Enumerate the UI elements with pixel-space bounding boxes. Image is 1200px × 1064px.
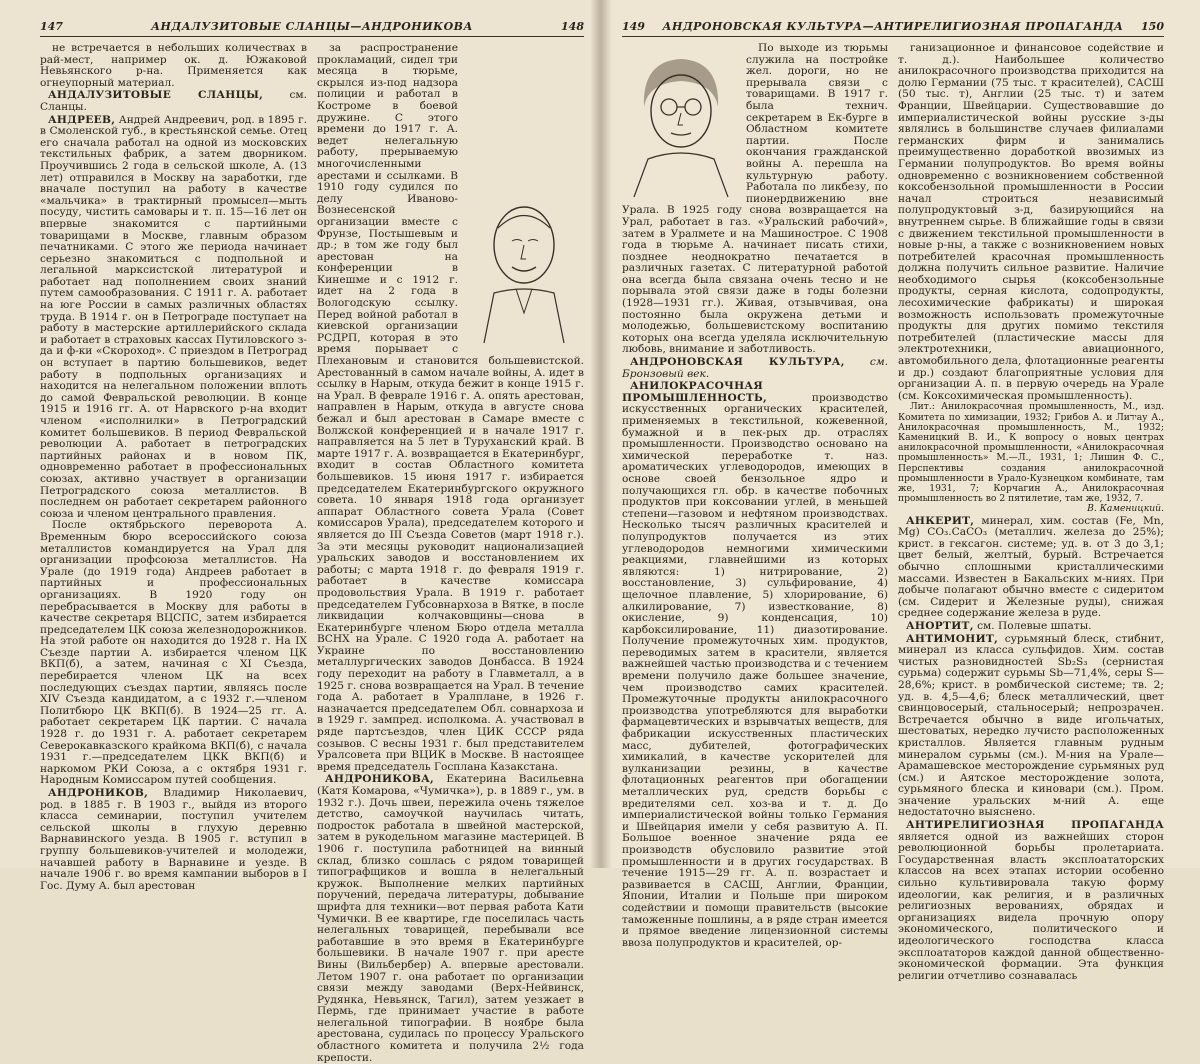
author-signature: В. Каменицкий. xyxy=(1087,503,1164,515)
entry-anortit xyxy=(898,621,1164,633)
entry-text: сурьмяный блеск, стибнит, минерал из класса сульфидов. Хим. состав чистых разновидностей Sb₂S₃ (сернистая сурьма) содержит сурьмы Sb—71,4%, серы S—28,6%; крист. в ромбической системе; тв. 2; уд. в. 4,5—4,6; блеск металлический, цвет свинцовосерый, стальносерый; непрозрачен. Встречается обычно в виде игольчатых, шестоватых, нередко лучисто расположенных кристаллов. Является главным рудным минералом сурьмы (см.). М-ния на Урале—Арамашевское месторождение сурьмяных руд (см.) и Аятское месторождение золота, сурьмяного блеска и киновари (см.). Пром. значение уральских м-ний А. еще недостаточно выяснено. xyxy=(898,632,1164,819)
entry-anilokrasochnaya xyxy=(622,381,888,949)
entry-text: см. Сланцы. xyxy=(40,89,307,113)
page-number-150: 150 xyxy=(1141,20,1164,33)
page-number-148: 148 xyxy=(561,20,584,33)
entry-text: Андрей Андреевич, род. в 1895 г. в Смоленской губ., в крестьянской семье. Отец его сначала работал на одной из московских текстильных фабрик, а затем дворником. Проучившись 2 года в сельской школе, А. (13 лет) отправился в Москву на заработки, где вначале поступил на работу в качестве «мальчика» в трактирный промысел—мыть посуду, чистить самовары и т. п. 15—16 лет он впервые знакомится с партийными товарищами в Москве, главным образом печатниками. С этого же периода начинает серьезно знакомиться с подпольной и легальной марксистской литературой и работает над пополнением своих знаний путем самообразования. С 1911 г. А. работает на юге России в самых различных областях труда. В 1914 г. он в Петрограде поступает на работу в мастерские артиллерийского склада и работает в страховых кассах Путиловского з-да и ф-ки «Скороход». С приездом в Петроград он вступает в партию большевиков, ведет работу в подпольных организациях и находится на нелегальном положении вплоть до самой Февральской революции. В конце 1915 и 1916 гг. А. от Нарвского р-на входит членом «исполнилки» в Петроградский комитет большевиков. В период Февральской революции А. работает в петроградских партийных районах и в новом ПК, одновременно работает в профессиональных союзах, активно участвует в организации Петроградского союза металлистов. В последнем он работает секретарем районного союза и членом центрального правления. xyxy=(40,113,307,520)
headword: АНДРОНИКОВА, xyxy=(325,773,435,786)
portrait-drawing xyxy=(622,47,740,197)
entry-text: Владимир Николаевич, род. в 1885 г. В 1903 г., выйдя из второго класса семинарии, поступил учителем сельской школы в глухую деревню Варнавинского уезда. В 1905 г. вступил в группу большевиков-учителей и молодежи, начавшей работу в Варнавине и уезде. В начале 1906 г. во время кампании выборов в I Гос. Думу А. был арестован xyxy=(40,787,307,892)
entry-text: является одной из важнейших сторон революционной борьбы пролетариата. Государственная власть эксплоататорских классов на всех этапах истории особенно сильно культивировала такую форму идеологии, как религия, и в различных религиозных верованиях, обрядах и организациях видела прочную опору экономического, политического и идеологического господства класса эксплоататоров каждой данной общественно-экономической формации. Эта функция религии отчетливо сознавалась xyxy=(898,830,1164,982)
entry-andronikov xyxy=(40,788,307,892)
paragraph: По выходе из тюрьмы служила на постройке жел. дороги, но не прерывала связи с товарищами. В 1917 г. была технич. секретарем в Ек-бурге в Областном комитете партии. После окончания гражданской войны А. перешла на культурную работу. Работала по ликбезу, по пионердвижению вне Урала. В 1925 году снова возвращается на Урал, работает в газ. «Уральский рабочий», затем в Уралмете и на Машинострое. С 1908 года в тюрьме А. начинает писать стихи, позднее неоднократно печатается в различных газетах. С литературной работой она всегда была связана очень тесно и не порывала этой связи даже в годы болезни (1928—1931 гг.). Живая, отзывчивая, она постоянно была окружена детьми и молодежью, большевистскому воспитанию которых она всегда уделяла исключительную любовь, внимание и заботливость. xyxy=(622,42,888,356)
headword: АНДРОНИКОВ, xyxy=(48,787,149,799)
entry-andaluzit xyxy=(40,90,307,113)
left-columns xyxy=(40,42,585,1064)
entry-andronovskaya xyxy=(622,357,888,380)
headword: АНДРЕЕВ, xyxy=(48,113,116,126)
entry-ankerit xyxy=(898,516,1164,620)
page-number-149: 149 xyxy=(622,20,645,33)
entry-text: минерал, хим. состав (Fe, Mn, Mg) CO₃.CaCO₃ (металлич. железа до 25%); крист. в гексагон. системе; уд. в. от 3 до 3,1; цвет белый, желтый, бурый. Встречается обычно сплошными кристаллическими массами. Известен в Бакальских м-ниях. При добыче полагают обычно вместе с сидеритом (см. Сидерит и Железные руды), снижая среднее содержание железа в руде. xyxy=(898,514,1164,620)
right-column-2 xyxy=(898,42,1164,982)
headword: АНИЛОКРАСОЧНАЯ ПРОМЫШЛЕННОСТЬ, xyxy=(622,380,768,404)
right-page xyxy=(600,0,1200,982)
running-title-left: АНДАЛУЗИТОВЫЕ СЛАНЦЫ—АНДРОНИКОВА xyxy=(151,20,473,33)
left-column-2 xyxy=(317,42,585,1064)
headword: АНОРТИТ, xyxy=(906,619,974,632)
entry-text: см. Бронзовый век. xyxy=(622,356,889,380)
portrait-engraving xyxy=(464,193,584,343)
headword: АНТИРЕЛИГИОЗНАЯ ПРОПАГАНДА xyxy=(906,819,1164,832)
running-header-right xyxy=(622,20,1164,37)
entry-andronikova xyxy=(317,774,584,1064)
paragraph: не встречается в небольших количествах в рай-мест, например ок. д. Южаковой Невьянского р-на. Применяется как огнеупорный материал. xyxy=(40,42,307,89)
entry-text: Екатерина Васильевна (Катя Комарова, «Чумичка»), р. в 1889 г., ум. в 1932 г.). Дочь швеи, пережила очень тяжелое детство, самоучкой научилась читать, подросток работала в швейной мастерской, затем в рукодельном магазине мастерицей. В 1906 г. поступила работницей на винный склад, близко сошлась с рядом товарищей типографщиков и вошла в нелегальный кружок. Выполнение мелких партийных поручений, передача литературы, добывание шрифта для техники—вот первая работа Кати Чумички. В ее квартире, где поселилась часть нелегальных товарищей, перебывали все работавшие в это время в Екатеринбурге большевики. В начале 1907 г. при аресте Вины (Вильбербер) А. впервые арестовали. Летом 1907 г. она работает по организации связи между заводами (Верх-Нейвинск, Рудянка, Невьянск, Тагил), затем уезжает в Пермь, где принимает участие в работе нелегальной типографии. В ноябре была арестована, судилась по процессу Уральского областного комитета и получила 2½ года крепости. xyxy=(317,773,584,1064)
page-number-147: 147 xyxy=(40,20,63,33)
paragraph: за распространение прокламаций, сидел три месяца в тюрьме, скрылся из-под надзора полиции и работал в Костроме в боевой дружине. С этого времени до 1917 г. А. ведет нелегальную работу, прерываемую многочисленными арестами и ссылками. В 1910 году судился по делу Иваново-Вознесенской организации вместе с Фрунзе, Постышевым и др.; в том же году был арестован на конференции в Кинешме и с 1912 г. идет на 2 года в Вологодскую ссылку. Перед войной работал в киевской организации РСДРП, которая в это время порывает с Плехановым и становится большевистской. Арестованный в самом начале войны, А. идет в ссылку в Нарым, откуда бежит в конце 1915 г. на Урал. В феврале 1916 г. А. опять арестован, направлен в Нарым, откуда в августе снова бежал и был арестован в Самаре вместе с Волжской конференцией и в начале 1917 г. направляется на 5 лет в Туруханский край. В марте 1917 г. А. возвращается в Екатеринбург, входит в состав Областного комитета большевиков. 15 июня 1917 г. избирается председателем Екатеринбургского окружного совета. 10 января 1918 года организует аппарат Областного совета Урала (Совет комиссаров Урала), председателем которого и является до III Съезда Советов (март 1918 г.). За эти месяцы руководит национализацией уральских заводов и восстановлением их работы; с марта 1918 г. до февраля 1919 г. работает в качестве комиссара продовольствия Урала. В 1919 г. работает председателем Губсовнархоза в Вятке, в после ликвидации колчаковщины—снова в Екатеринбурге членом Бюро отдела металла ВСНХ на Урале. С 1920 года А. работает на Украине по восстановлению металлургических заводов Донбасса. В 1924 году переходит на работу в Главметалл, а в 1925 г. снова возвращается на Урал. В течение года А. работает в Уралплане, в 1926 г. назначается председателем Обл. совнархоза и в 1929 г. зампред. исполкома. А. участвовал в ряде партсъездов, член ЦИК СССР ряда созывов. С весны 1931 г. был представителем Уралсовета при ВЦИК в Москве. В настоящее время председатель Госплана Казакстана. xyxy=(317,42,585,773)
entry-text: производство искусственных органических красителей, применяемых в текстильной, кожевенной, бумажной и в пек-рых др. отраслях промышленности. Производство основано на химической переработке т. наз. ароматических углеводородов, имеющих в основе своей бензольное ядро и получающихся гл. обр. в качестве побочных продуктов при коксовании углей, в меньшей степени—газовом и нефтяном производствах. Несколько тысяч различных красителей и полупродуктов получается из этих углеводородов немногими химическими реакциями, главнейшими из которых являются: 1) нитрирование, 2) восстановление, 3) сульфирование, 4) щелочное плавление, 5) хлорирование, 6) алкилирование, 7) известкование, 8) окисление, 9) конденсация, 10) карбоксилирование, 11) диазотирование. Получение промежуточных хим. продуктов, переводимых затем в красители, является важнейшей частью производства и с течением времени получило даже большее значение, чем производство самих красителей. Промежуточные продукты анилокрасочного производства употребляются для выработки фармацевтических и взрывчатых веществ, для фабрикации искусственных пластических масс, дубителей, фотографических химикалий, в качестве ускорителей для вулканизации резины, в качестве флотационных реагентов при обогащении металлических руд, средств борьбы с вредителями сел. хоз-ва и т. д. До империалистической войны только Германия и Швейцария имели у себя развитую А. П. Большое военное значение ряда ее производств обусловило развитие этой промышленности и в других государствах. В течение 1915—29 гг. А. п. возрастает и развивается в САСШ, Англии, Франции, Японии, Италии и Польше при широком содействии и помощи правительств (высокие таможенные пошлины, а в ряде стран имеется и прямое введение лицензионной системы ввоза полупродуктов и красителей, ор- xyxy=(622,391,888,949)
portrait-drawing xyxy=(464,193,584,343)
running-title-right: АНДРОНОВСКАЯ КУЛЬТУРА—АНТИРЕЛИГИОЗНАЯ ПРОПАГАНДА xyxy=(662,20,1124,33)
entry-antireligioznaya xyxy=(898,820,1164,982)
running-header-left xyxy=(40,20,584,37)
right-columns xyxy=(622,42,1164,982)
portrait-engraving xyxy=(622,47,740,197)
headword: АНТИМОНИТ, xyxy=(906,632,999,645)
entry-antimonit xyxy=(898,634,1164,820)
left-column-1 xyxy=(40,42,307,892)
book-gutter xyxy=(590,0,612,868)
entry-text: см. Полевые шпаты. xyxy=(973,619,1092,632)
paragraph: После октябрьского переворота А. Временным бюро всероссийского союза металлистов командируется на Урал для организации профсоюза металлистов. На Урале (до 1919 года) Андреев работает в партийных и профессиональных организациях. В 1920 году он перебрасывается в Москву для работы в качестве секретаря ВЦСПС, затем избирается председателем ЦК союза железнодорожников. На этой работе он находится до 1928 г. На IX Съезде партии А. избирается членом ЦК ВКП(б), а затем, начиная с XI Съезда, перебирается членом ЦК на всех последующих съездах партии, являясь после XIV Съезда кандидатом, а с 1932 г.—членом Политбюро ЦК ВКП(б). В 1924—25 гг. А. работает секретарем ЦК партии. С начала 1928 г. до 1931 г. А. работает секретарем Северокавказского крайкома ВКП(б), с начала 1931 г.—председателем ЦКК ВКП(б) и наркомом РКИ Союза, а с октября 1931 г. Народным Комиссаром путей сообщения. xyxy=(40,519,307,787)
right-column-1 xyxy=(622,42,889,949)
headword: АНДРОНОВСКАЯ КУЛЬТУРА, xyxy=(630,356,845,369)
headword: АНКЕРИТ, xyxy=(906,514,975,527)
entry-andreev xyxy=(40,115,307,521)
literature-note: Лит.: Анилокрасочная промышленность, М., изд. Комитета по химизации, 1932; Грибов А. и Лиידay А., Анилокрасочная промышленность, М., 1932; Каменицкий В. И., К вопросу о новых центрах анилокрасочной промышленности, «Анилокрасочная промышленность» М.—Л., 1931, 1; Лишин Ф. С., Перспективы создания анилокрасочной промышленности в Урало-Кузнецком комбинате, там же, 1931, 7; Корчагин А., Анилокрасочная промышленность во 2 пятилетие, там же, 1932, 7. xyxy=(898,401,1164,505)
headword: АНДАЛУЗИТОВЫЕ СЛАНЦЫ, xyxy=(48,89,264,102)
paragraph: ганизационное и финансовое содействие и т. д.). Наибольшее количество анилокрасочного производства приходится на долю Германии (75 тыс. т красителей), САСШ (50 тыс. т), Англии (25 тыс. т) и затем Франции, Швейцарии. Существовавшие до империалистической войны русские з-ды являлись в большинстве случаев филиалами германских фирм и занимались преимущественно доработкой ввозимых из Германии полупродуктов. Во время войны одновременно с возникновением собственной коксобензольной промышленности в России начал строиться независимый полупродуктовый з-д, базирующийся на внутреннем сырье. В ближайшие годы в связи с движением текстильной промышленности в новые р-ны, а также с возникновением новых потребителей красочная промышленность должна получить сильное развитие. Наличие необходимого сырья (коксобензольные продукты, серная кислота, содопродукты, лесохимические фабрикаты) и широкая возможность использовать промежуточные продукты для других помимо текстиля потребителей (пластические массы для электротехники, авиационного, автомобильного дела, флотационные реагенты и др.) создают благоприятные условия для организации А. п. в первую очередь на Урале (см. Коксохимическая промышленность). xyxy=(898,42,1164,402)
